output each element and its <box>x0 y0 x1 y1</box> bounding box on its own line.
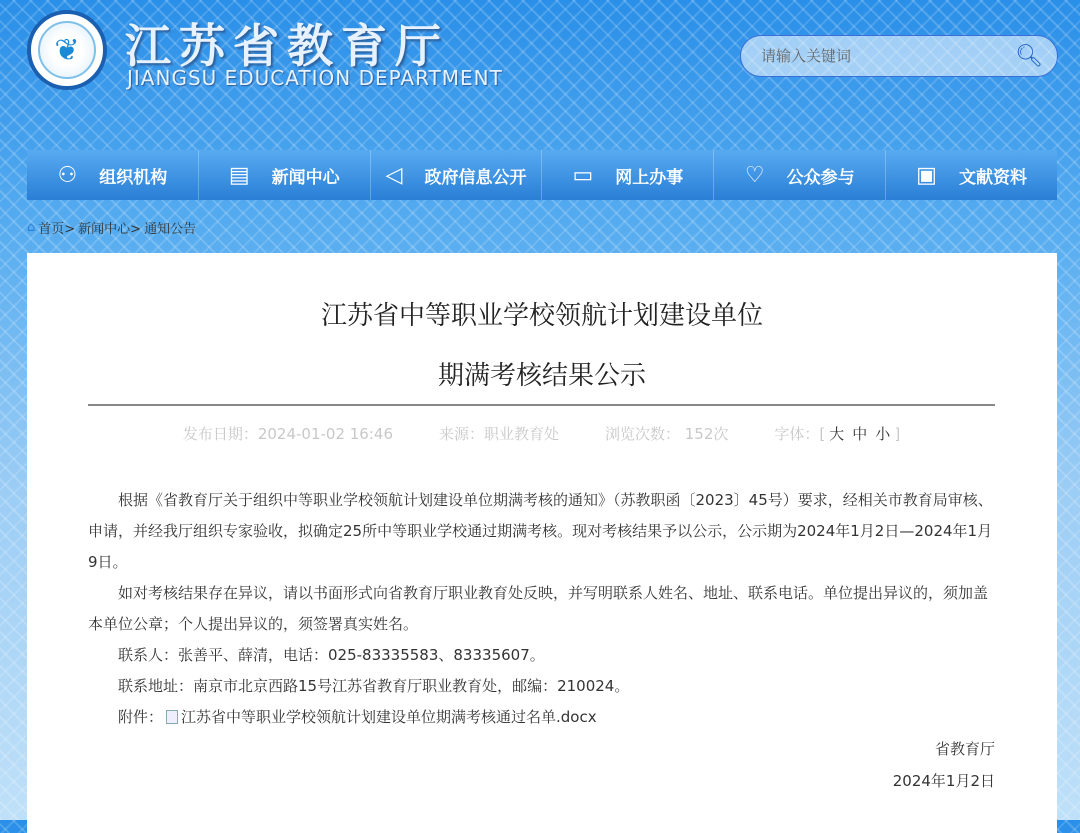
contact-address: 联系地址：南京市北京西路15号江苏省教育厅职业教育处，邮编：210024。 <box>118 677 630 695</box>
nav-item-online-service[interactable] <box>542 150 714 200</box>
play-icon: ◁ <box>385 162 403 188</box>
view-count: 浏览次数： 152次 <box>605 425 729 443</box>
attachment-label: 附件： <box>118 708 164 726</box>
nav-item-gov-info[interactable] <box>371 150 543 200</box>
site-title: 江苏省教育厅 <box>125 19 449 73</box>
nav-label: 文献资料 <box>958 167 1027 188</box>
nav-item-news[interactable] <box>199 150 371 200</box>
breadcrumb <box>27 218 196 237</box>
main-nav <box>27 150 1057 200</box>
search-icon[interactable]: 🔍︎ <box>1015 43 1043 69</box>
archive-icon: ▣ <box>916 162 937 188</box>
breadcrumb-home[interactable]: 首页> <box>38 222 76 237</box>
article-title-line2: 期满考核结果公示 <box>437 361 646 391</box>
font-size-switcher <box>774 423 900 444</box>
site-logo[interactable] <box>27 10 107 90</box>
home-icon: ⌂ <box>27 220 36 235</box>
org-chart-icon: ⚇ <box>57 162 78 188</box>
search-input[interactable] <box>761 47 1015 65</box>
search-box <box>740 35 1058 77</box>
nav-label: 组织机构 <box>99 167 168 188</box>
title-divider <box>88 404 995 406</box>
breadcrumb-news[interactable]: 新闻中心> <box>78 222 142 237</box>
attachment-link[interactable]: 江苏省中等职业学校领航计划建设单位期满考核通过名单.docx <box>181 708 597 726</box>
publish-date: 发布日期：2024-01-02 16:46 <box>182 425 393 443</box>
contact-person: 联系人：张善平、薛清，电话：025-83335583、83335607。 <box>118 646 545 664</box>
nav-item-documents[interactable] <box>886 150 1057 200</box>
font-size-label: 字体：[ <box>774 425 826 443</box>
paragraph: 如对考核结果存在异议，请以书面形式向省教育厅职业教育处反映，并写明联系人姓名、地址、联系电话。单位提出异议的，须加盖本单位公章；个人提出异议的，须签署真实姓名。 <box>88 584 989 633</box>
nav-label: 网上办事 <box>615 167 684 188</box>
sign-date: 2024年1月2日 <box>892 772 995 790</box>
article-card <box>27 253 1057 833</box>
breadcrumb-notices[interactable]: 通知公告 <box>144 222 197 237</box>
signature: 省教育厅 <box>934 740 995 758</box>
heart-icon: ♡ <box>744 162 765 188</box>
font-large-button[interactable]: 大 <box>829 425 845 443</box>
nav-label: 新闻中心 <box>271 167 340 188</box>
article-title-line1: 江苏省中等职业学校领航计划建设单位 <box>320 301 763 331</box>
paragraph: 根据《省教育厅关于组织中等职业学校领航计划建设单位期满考核的通知》（苏教职函〔2023〕45号）要求，经相关市教育局审核、申请，并经我厅组织专家验收，拟确定25所中等职业学校通过期满考核。现对考核结果予以公示，公示期为2024年1月2日—2024年1月9日。 <box>88 491 993 571</box>
nav-item-participation[interactable] <box>714 150 886 200</box>
doc-file-icon <box>166 710 178 724</box>
nav-item-org[interactable] <box>27 150 199 200</box>
font-medium-button[interactable]: 中 <box>852 425 868 443</box>
nav-label: 政府信息公开 <box>424 167 527 188</box>
site-subtitle: JIANGSU EDUCATION DEPARTMENT <box>127 66 503 90</box>
attachment <box>88 702 995 733</box>
font-size-bracket: ] <box>894 425 901 443</box>
article-body <box>88 485 995 797</box>
font-small-button[interactable]: 小 <box>875 425 891 443</box>
source: 来源：职业教育处 <box>438 425 559 443</box>
monitor-icon: ▭ <box>572 162 594 188</box>
nav-label: 公众参与 <box>786 167 855 188</box>
article-meta <box>88 423 995 444</box>
logo-emblem-icon: ❦ <box>38 21 96 79</box>
document-icon: ▤ <box>228 162 250 188</box>
